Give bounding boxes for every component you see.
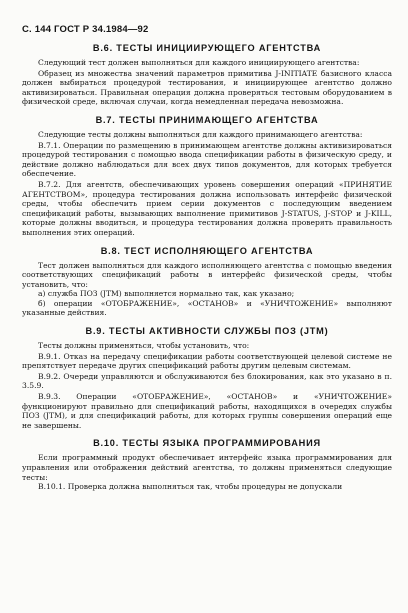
section-title: В.6. ТЕСТЫ ИНИЦИИРУЮЩЕГО АГЕНТСТВА: [92, 43, 322, 53]
paragraph: Следующий тест должен выполняться для каждого инициирующего агентства:: [38, 58, 360, 67]
paragraph: Следующие тесты должны выполняться для каждого принимающего агентства:: [38, 129, 363, 139]
paragraph: В.7.1. Операции по размещению в принимающем агентстве должны активизироваться процедурой тестирования с помощью ввода спецификации работы в физическую среду, и действие должно наблюдаться для всех двух типов документов, для которых требуется обеспечение.: [22, 140, 392, 179]
section-title: В.10. ТЕСТЫ ЯЗЫКА ПРОГРАММИРОВАНИЯ: [93, 438, 321, 449]
page-header: С. 144 ГОСТ Р 34.1984—92: [22, 24, 149, 35]
paragraph: Образец из множества значений параметров примитива J-INITIATE базисного класса должен выбираться процедурой тестирования, и инициирующее агентство должно активизироваться. Правильная операция должна проверяться тестовым оборудованием в физической среде, включая случаи, когда немедленная передача невозможна.: [22, 68, 392, 107]
section-b7: [22, 115, 392, 238]
section-b9: [22, 326, 392, 430]
section-title: В.9. ТЕСТЫ АКТИВНОСТИ СЛУЖБЫ ПОЗ (JTM): [85, 326, 329, 337]
section-b10: [22, 438, 392, 491]
section-b8: [22, 246, 392, 319]
paragraph: В.9.2. Очереди управляются и обслуживаются без блокирования, как это указано в п. 3.5.9.: [22, 371, 392, 391]
section-title: В.8. ТЕСТ ИСПОЛНЯЮЩЕГО АГЕНТСТВА: [100, 245, 314, 256]
section-b6: [22, 43, 392, 107]
section-title: В.7. ТЕСТЫ ПРИНИМАЮЩЕГО АГЕНТСТВА: [95, 114, 319, 125]
paragraph: В.10.1. Проверка должна выполняться так, чтобы процедуры не допускали: [38, 482, 343, 492]
paragraph: В.9.1. Отказ на передачу спецификации работы соответствующей целевой системе не препятствует передаче других спецификаций работы другим целевым системам.: [22, 351, 392, 371]
paragraph: Если программный продукт обеспечивает интерфейс языка программирования для управления или отображения действий агентства, то должны применяться следующие тесты:: [22, 453, 392, 482]
paragraph: Тесты должны применяться, чтобы установить, что:: [38, 341, 250, 351]
paragraph: Тест должен выполняться для каждого исполняющего агентства с помощью введения соответствующих спецификаций работы в интерфейс физической среды, чтобы установить, что:: [22, 260, 392, 289]
paragraph: В.7.2. Для агентств, обеспечивающих уровень совершения операций «ПРИНЯТИЕ АГЕНТСТВОМ», процедура тестирования должна использовать интерфейс физической среды, чтобы обеспечить прием серии документов с последующим введением спецификаций работы, вызывающих выполнение примитивов J-STATUS, J-STOP и J-KILL, которые должны вводиться, и процедура тестирования должна проверять правильность выполнения этих операций.: [22, 179, 392, 237]
list-item: б) операции «ОТОБРАЖЕНИЕ», «ОСТАНОВ» и «УНИЧТОЖЕНИЕ» выполняют указанные действия.: [22, 298, 392, 318]
paragraph: В.9.3. Операции «ОТОБРАЖЕНИЕ», «ОСТАНОВ» и «УНИЧТОЖЕНИЕ» функционируют правильно для спецификаций работы, находящихся в очередях службы ПОЗ (JTM), и для спецификаций работы, для которых группы совершения операций еще не завершены.: [22, 392, 392, 430]
list-item: а) служба ПОЗ (JTM) выполняется нормально так, как указано;: [38, 289, 295, 299]
